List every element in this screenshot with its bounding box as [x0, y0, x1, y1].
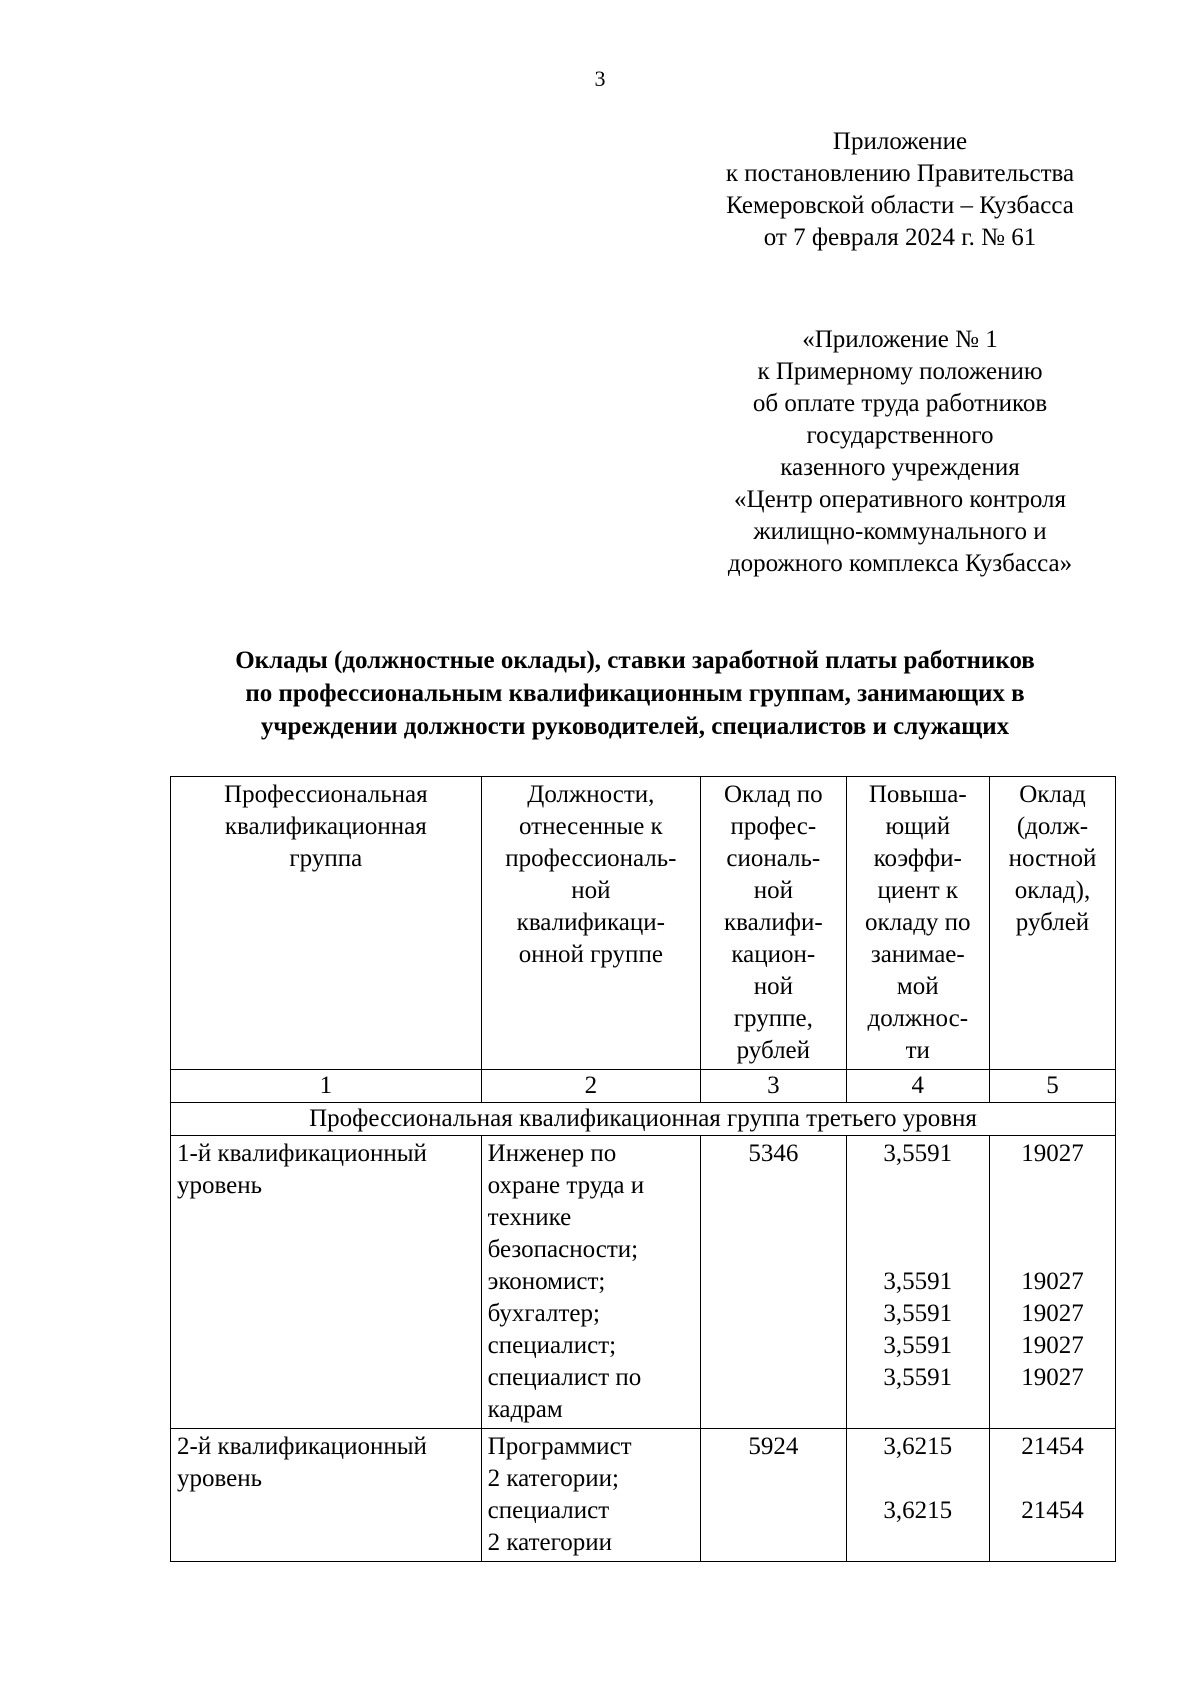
coefficient-value: 3,5591: [883, 1268, 953, 1295]
header-cell-group: [171, 777, 482, 1070]
header-text: мой: [896, 973, 939, 1000]
header-text: Профессиональная: [224, 781, 428, 808]
salary-value: 19027: [1021, 1364, 1084, 1391]
header-text: (долж-: [1016, 813, 1089, 840]
coefficient-value: [853, 1170, 983, 1202]
salary-value: 21454: [1021, 1497, 1084, 1524]
header-text: квалификаци-: [516, 909, 665, 936]
column-number: 1: [171, 1070, 482, 1103]
position-text: 2 категории;: [487, 1465, 619, 1492]
salary-value: [996, 1463, 1109, 1495]
coefficient-value: 3,6215: [883, 1433, 953, 1460]
header-text: рублей: [1015, 909, 1090, 936]
header-text: должнос-: [867, 1005, 969, 1032]
column-number: 3: [701, 1070, 847, 1103]
salary-cell: [989, 1136, 1115, 1429]
coefficient-value: 3,5591: [883, 1300, 953, 1327]
header-text: занимае-: [870, 941, 965, 968]
base-salary-cell: [701, 1429, 847, 1562]
appendix-line: от 7 февраля 2024 г. № 61: [763, 224, 1037, 251]
title-line: Оклады (должностные оклады), ставки заработной платы работников: [235, 647, 1035, 674]
header-cell-salary: [989, 777, 1115, 1070]
header-text: коэффи-: [873, 845, 962, 872]
appendix-1-header: [670, 324, 1130, 580]
coefficient-cell: [846, 1429, 989, 1562]
header-cell-base-salary: [701, 777, 847, 1070]
header-text: Оклад: [1019, 781, 1086, 808]
appendix-1-line: жилищно-коммунального и: [753, 518, 1047, 545]
header-text: квалификационная: [224, 813, 427, 840]
header-text: квалифи-: [723, 909, 823, 936]
position-text: специалист;: [487, 1332, 617, 1359]
level-text: 1-й квалификационный: [177, 1140, 427, 1167]
header-text: Должности,: [527, 781, 655, 808]
position-text: 2 категории: [487, 1529, 613, 1556]
salary-value: 19027: [1021, 1268, 1084, 1295]
title-line: по профессиональным квалификационным группам, занимающих в: [245, 680, 1025, 707]
header-cell-positions: [481, 777, 700, 1070]
position-text: бухгалтер;: [487, 1300, 600, 1327]
header-text: циент к: [877, 877, 959, 904]
header-text: ти: [905, 1037, 930, 1064]
positions-cell: [481, 1136, 700, 1429]
header-text: группе,: [733, 1005, 813, 1032]
header-text: сиональ-: [726, 845, 821, 872]
appendix-1-line: государственного: [806, 422, 994, 449]
salary-table: [170, 776, 1116, 1562]
salary-value: 21454: [1021, 1433, 1084, 1460]
header-text: оклад),: [1014, 877, 1091, 904]
base-salary-value: 5924: [748, 1433, 799, 1460]
header-text: группа: [289, 845, 363, 872]
header-text: ной: [753, 973, 793, 1000]
position-text: специалист по: [487, 1364, 642, 1391]
document-title: [170, 644, 1100, 743]
appendix-1-line: казенного учреждения: [780, 454, 1020, 481]
column-number: 4: [846, 1070, 989, 1103]
position-text: технике: [487, 1204, 572, 1231]
table-row: [171, 1429, 1116, 1562]
coefficient-cell: [846, 1136, 989, 1429]
header-text: ющий: [885, 813, 951, 840]
coefficient-value: [853, 1202, 983, 1234]
position-text: Программист: [487, 1433, 632, 1460]
salary-value: 19027: [1021, 1300, 1084, 1327]
section-row: [171, 1103, 1116, 1136]
header-cell-coefficient: [846, 777, 989, 1070]
appendix-1-line: «Центр оперативного контроля: [734, 486, 1066, 513]
header-text: ностной: [1008, 845, 1097, 872]
position-text: Инженер по: [487, 1140, 617, 1167]
header-text: окладу по: [864, 909, 971, 936]
coefficient-value: 3,5591: [883, 1332, 953, 1359]
position-text: безопасности;: [487, 1236, 639, 1263]
coefficient-value: 3,5591: [883, 1364, 953, 1391]
level-cell: [171, 1136, 482, 1429]
level-cell: [171, 1429, 482, 1562]
header-text: Повыша-: [868, 781, 967, 808]
header-text: ной: [571, 877, 611, 904]
coefficient-value: [853, 1234, 983, 1266]
base-salary-cell: [701, 1136, 847, 1429]
level-text: 2-й квалификационный: [177, 1433, 427, 1460]
appendix-1-line: к Примерному положению: [757, 358, 1043, 385]
column-number: 2: [481, 1070, 700, 1103]
salary-value: [996, 1170, 1109, 1202]
position-text: специалист: [487, 1497, 610, 1524]
appendix-line: Кемеровской области – Кузбасса: [726, 192, 1074, 219]
level-text: уровень: [177, 1172, 263, 1199]
table-row: [171, 1136, 1116, 1429]
header-text: кацион-: [731, 941, 816, 968]
appendix-line: к постановлению Правительства: [725, 160, 1075, 187]
section-title: Профессиональная квалификационная группа третьего уровня: [171, 1103, 1116, 1136]
title-line: учреждении должности руководителей, специалистов и служащих: [260, 713, 1010, 740]
salary-cell: [989, 1429, 1115, 1562]
position-text: охране труда и: [487, 1172, 645, 1199]
position-text: экономист;: [487, 1268, 606, 1295]
appendix-1-line: дорожного комплекса Кузбасса»: [727, 550, 1073, 577]
coefficient-value: 3,6215: [883, 1497, 953, 1524]
appendix-line: Приложение: [832, 128, 968, 155]
page-number: 3: [594, 66, 606, 91]
header-text: профессиональ-: [505, 845, 677, 872]
header-text: ной: [753, 877, 793, 904]
salary-value: 19027: [1021, 1332, 1084, 1359]
salary-value: 19027: [1021, 1140, 1084, 1167]
header-text: профес-: [730, 813, 817, 840]
salary-value: [996, 1234, 1109, 1266]
appendix-1-line: «Приложение № 1: [802, 326, 998, 353]
appendix-1-line: об оплате труда работников: [752, 390, 1048, 417]
column-number: 5: [989, 1070, 1115, 1103]
salary-value: [996, 1202, 1109, 1234]
header-row: [171, 777, 1116, 1070]
positions-cell: [481, 1429, 700, 1562]
level-text: уровень: [177, 1465, 263, 1492]
header-text: отнесенные к: [518, 813, 663, 840]
position-text: кадрам: [487, 1396, 563, 1423]
coefficient-value: [853, 1463, 983, 1495]
header-text: рублей: [736, 1037, 811, 1064]
coefficient-value: 3,5591: [883, 1140, 953, 1167]
base-salary-value: 5346: [748, 1140, 799, 1167]
column-number-row: [171, 1070, 1116, 1103]
appendix-header: [670, 126, 1130, 254]
header-text: Оклад по: [724, 781, 823, 808]
header-text: онной группе: [518, 941, 663, 968]
